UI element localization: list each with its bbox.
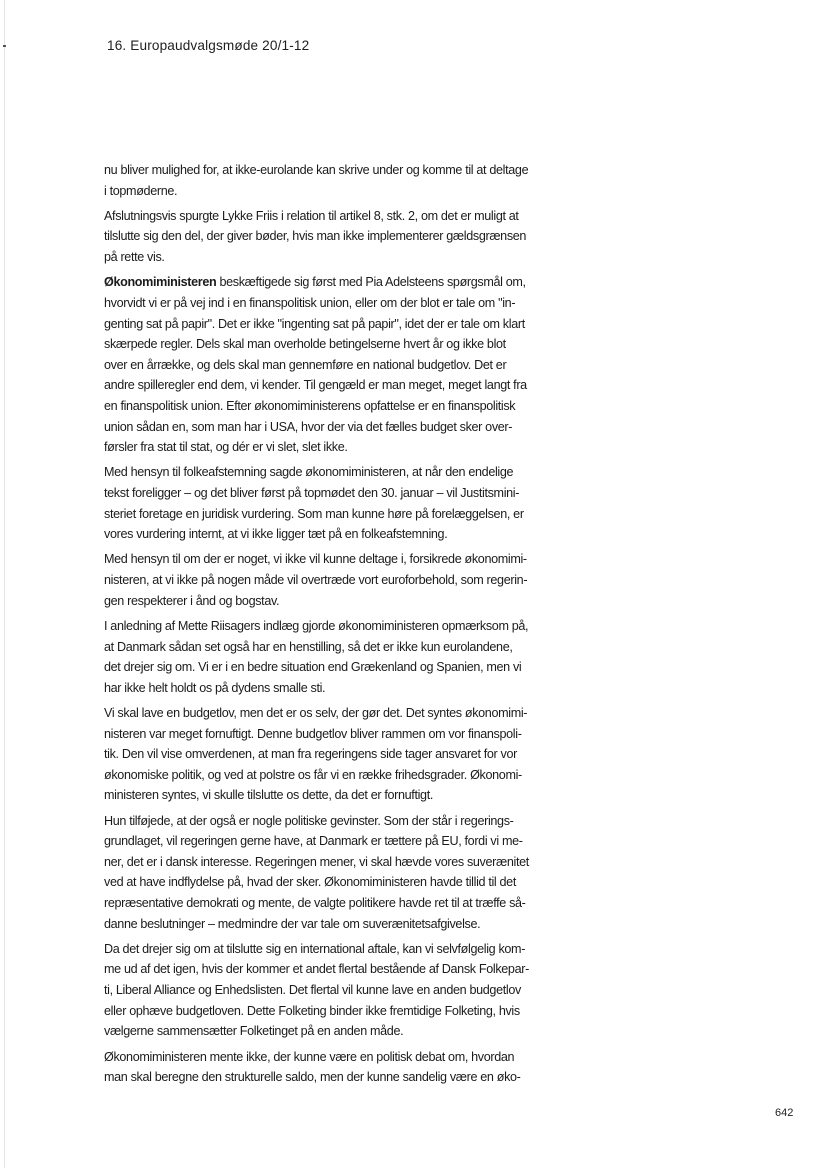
text-line: Hun tilføjede, at der også er nogle politiske gevinster. Som der står i regerings- bbox=[104, 813, 514, 828]
page-number: 642 bbox=[775, 1107, 794, 1119]
scan-edge bbox=[4, 0, 5, 1168]
text-line: danne beslutninger – medmindre der var tale om suverænitetsafgivelse. bbox=[104, 916, 481, 931]
paragraph bbox=[104, 811, 591, 935]
paragraph bbox=[104, 939, 591, 1042]
text-line: Økonomiministeren mente ikke, der kunne være en politisk debat om, hvordan bbox=[104, 1049, 515, 1064]
text-line: vores vurdering internt, at vi ikke ligger tæt på en folkeafstemning. bbox=[104, 527, 448, 542]
text-line: at Danmark sådan set også har en henstilling, så det er ikke kun eurolandene, bbox=[104, 639, 513, 654]
scan-mark bbox=[3, 45, 6, 47]
text-line: Med hensyn til folkeafstemning sagde økonomiministeren, at når den endelige bbox=[104, 465, 514, 480]
speaker-name: Økonomiministeren bbox=[104, 275, 217, 290]
paragraph bbox=[104, 549, 591, 611]
text-line: Da det drejer sig om at tilslutte sig en international aftale, kan vi selvfølgelig kom- bbox=[104, 941, 526, 956]
paragraph bbox=[104, 272, 591, 457]
text-line: ti, Liberal Alliance og Enhedslisten. Det flertal vil kunne lave en anden budgetlov bbox=[104, 983, 521, 998]
document-body bbox=[104, 160, 591, 1092]
paragraph bbox=[104, 703, 591, 806]
text-line: Vi skal lave en budgetlov, men det er os selv, der gør det. Det syntes økonomimi- bbox=[104, 705, 528, 720]
paragraph bbox=[104, 616, 591, 698]
text-line: man skal beregne den strukturelle saldo, men der kunne sandelig være en øko- bbox=[104, 1070, 521, 1085]
text-line: ner, det er i dansk interesse. Regeringen mener, vi skal hævde vores suverænitet bbox=[104, 854, 529, 869]
text-line: Afslutningsvis spurgte Lykke Friis i relation til artikel 8, stk. 2, om det er muligt at bbox=[104, 208, 519, 223]
text-line: andre spilleregler end dem, vi kender. Til gengæld er man meget, meget langt fra bbox=[104, 378, 527, 393]
text-line: tik. Den vil vise omverdenen, at man fra regeringens side tager ansvaret for vor bbox=[104, 747, 517, 762]
text-line: tekst foreligger – og det bliver først på topmødet den 30. januar – vil Justitsmini- bbox=[104, 485, 520, 500]
text-line: nisteren var meget fornuftigt. Denne budgetlov bliver rammen om vor finanspoli- bbox=[104, 726, 522, 741]
paragraph bbox=[104, 1047, 591, 1088]
text-line: tilslutte sig den del, der giver bøder, hvis man ikke implementerer gældsgrænsen bbox=[104, 229, 527, 244]
paragraph bbox=[104, 160, 591, 201]
text-line: det drejer sig om. Vi er i en bedre situation end Grækenland og Spanien, men vi bbox=[104, 660, 522, 675]
text-line: me ud af det igen, hvis der kommer et andet flertal bestående af Dansk Folkepar- bbox=[104, 962, 529, 977]
text-line: eller ophæve budgetloven. Dette Folketing binder ikke fremtidige Folketing, hvis bbox=[104, 1003, 520, 1018]
text-line: en finanspolitisk union. Efter økonomiministerens opfattelse er en finanspolitisk bbox=[104, 398, 516, 413]
text-line: har ikke helt holdt os på dydens smalle sti. bbox=[104, 680, 326, 695]
text-line: repræsentative demokrati og mente, de valgte politikere havde ret til at træffe så- bbox=[104, 896, 526, 910]
text-line: på rette vis. bbox=[104, 250, 165, 265]
text-line: skærpede regler. Dels skal man overholde betingelserne hvert år og ikke blot bbox=[104, 337, 506, 352]
text-line: union sådan en, som man har i USA, hvor der via det fælles budget sker over- bbox=[104, 419, 513, 434]
paragraph bbox=[104, 462, 591, 544]
text-line: nu bliver mulighed for, at ikke-eurolande kan skrive under og komme til at deltage bbox=[104, 163, 529, 177]
text-line: økonomiske politik, og ved at polstre os får vi en række frihedsgrader. Økonomi- bbox=[104, 767, 522, 782]
text-line: grundlaget, vil regeringen gerne have, at Danmark er tættere på EU, fordi vi me- bbox=[104, 834, 523, 849]
text-line: førsler fra stat til stat, og dér er vi slet, slet ikke. bbox=[104, 440, 348, 455]
text-line: Økonomiministeren beskæftigede sig først med Pia Adelsteens spørgsmål om, bbox=[104, 275, 526, 290]
text-line: steriet foretage en juridisk vurdering. Som man kunne høre på forelæggelsen, er bbox=[104, 506, 524, 521]
text-line: i topmøderne. bbox=[104, 183, 178, 198]
text-line: nisteren, at vi ikke på nogen måde vil overtræde vort euroforbehold, som regerin- bbox=[104, 573, 528, 588]
paragraph bbox=[104, 206, 591, 268]
text-line: hvorvidt vi er på vej ind i en finanspolitisk union, eller om der blot er tale om "in- bbox=[104, 295, 516, 310]
text-line: over en årrække, og dels skal man gennemføre en national budgetlov. Det er bbox=[104, 357, 507, 372]
text-line: gen respekterer i ånd og bogstav. bbox=[104, 593, 280, 608]
text-line: genting sat på papir". Det er ikke "ingenting sat på papir", idet der er tale om klart bbox=[104, 316, 525, 331]
text-line: vælgerne sammensætter Folketinget på en anden måde. bbox=[104, 1024, 404, 1039]
text-line: I anledning af Mette Riisagers indlæg gjorde økonomiministeren opmærksom på, bbox=[104, 618, 529, 633]
text-line: ministeren syntes, vi skulle tilslutte os dette, da det er fornuftigt. bbox=[104, 788, 433, 803]
text-line: Med hensyn til om der er noget, vi ikke vil kunne deltage i, forsikrede økonomimi- bbox=[104, 552, 527, 567]
page-header: 16. Europaudvalgsmøde 20/1-12 bbox=[107, 38, 310, 53]
text-line: ved at have indflydelse på, hvad der sker. Økonomiministeren havde tillid til det bbox=[104, 875, 516, 890]
